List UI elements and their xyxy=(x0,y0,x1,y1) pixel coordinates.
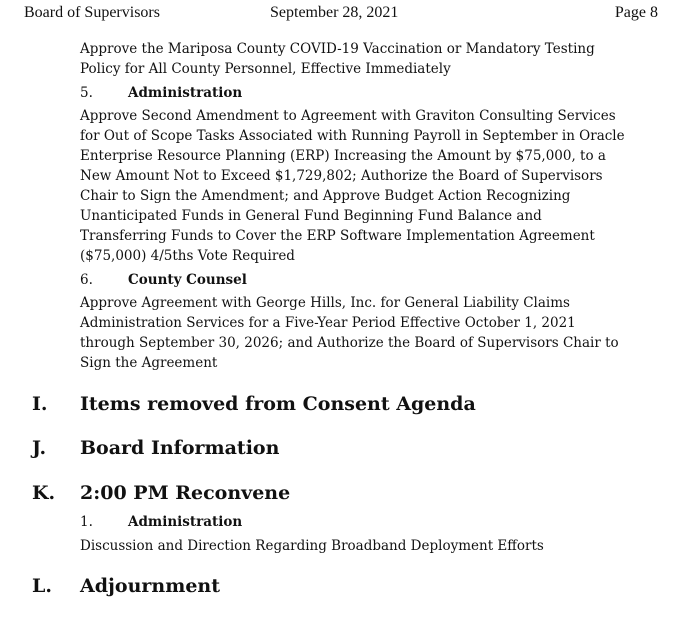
intro-paragraph xyxy=(80,39,670,79)
item-title: Administration xyxy=(128,85,243,101)
text-line: Chair to Sign the Amendment; and Approve Budget Action Recognizing xyxy=(80,188,571,204)
item-number: 5. xyxy=(80,85,93,101)
agenda-item-5-heading xyxy=(80,83,242,103)
agenda-item-6-heading xyxy=(80,270,247,290)
item-number: 6. xyxy=(80,272,93,288)
text-line: Administration Services for a Five-Year Period Effective October 1, 2021 xyxy=(80,315,576,331)
item-number: 1. xyxy=(80,514,93,530)
text-line: Discussion and Direction Regarding Broadband Deployment Efforts xyxy=(80,538,544,554)
text-line: Sign the Agreement xyxy=(80,355,218,371)
item-title: Administration xyxy=(128,514,243,530)
section-title: 2:00 PM Reconvene xyxy=(80,482,291,504)
section-letter: I. xyxy=(32,393,48,415)
text-line: through September 30, 2026; and Authorize the Board of Supervisors Chair to xyxy=(80,335,619,351)
text-line: for Out of Scope Tasks Associated with Running Payroll in September in Oracle xyxy=(80,128,625,144)
section-title: Board Information xyxy=(80,437,280,459)
text-line: Transferring Funds to Cover the ERP Software Implementation Agreement xyxy=(80,228,595,244)
text-line: ($75,000) 4/5ths Vote Required xyxy=(80,248,295,264)
section-j-heading xyxy=(32,435,279,461)
section-k-heading xyxy=(32,480,290,506)
text-line: Approve Second Amendment to Agreement with Graviton Consulting Services xyxy=(80,108,616,124)
header-page-number: Page 8 xyxy=(614,4,658,21)
agenda-item-6-text xyxy=(80,293,670,373)
section-letter: J. xyxy=(32,437,47,459)
agenda-item-k1-heading xyxy=(80,512,242,532)
section-i-heading xyxy=(32,391,476,417)
section-title: Adjournment xyxy=(80,575,220,597)
text-line: Policy for All County Personnel, Effective Immediately xyxy=(80,61,451,77)
section-letter: L. xyxy=(32,575,52,597)
section-l-heading xyxy=(32,573,220,599)
section-letter: K. xyxy=(32,482,56,504)
text-line: Approve Agreement with George Hills, Inc. for General Liability Claims xyxy=(80,295,570,311)
header-board-name: Board of Supervisors xyxy=(24,4,160,21)
agenda-item-k1-text xyxy=(80,536,670,556)
agenda-item-5-text xyxy=(80,106,670,266)
header-date: September 28, 2021 xyxy=(270,4,399,21)
item-title: County Counsel xyxy=(128,272,247,288)
text-line: Enterprise Resource Planning (ERP) Increasing the Amount by $75,000, to a xyxy=(80,148,606,164)
section-title: Items removed from Consent Agenda xyxy=(80,393,476,415)
text-line: Approve the Mariposa County COVID-19 Vaccination or Mandatory Testing xyxy=(80,41,595,57)
text-line: New Amount Not to Exceed $1,729,802; Authorize the Board of Supervisors xyxy=(80,168,603,184)
text-line: Unanticipated Funds in General Fund Beginning Fund Balance and xyxy=(80,208,542,224)
